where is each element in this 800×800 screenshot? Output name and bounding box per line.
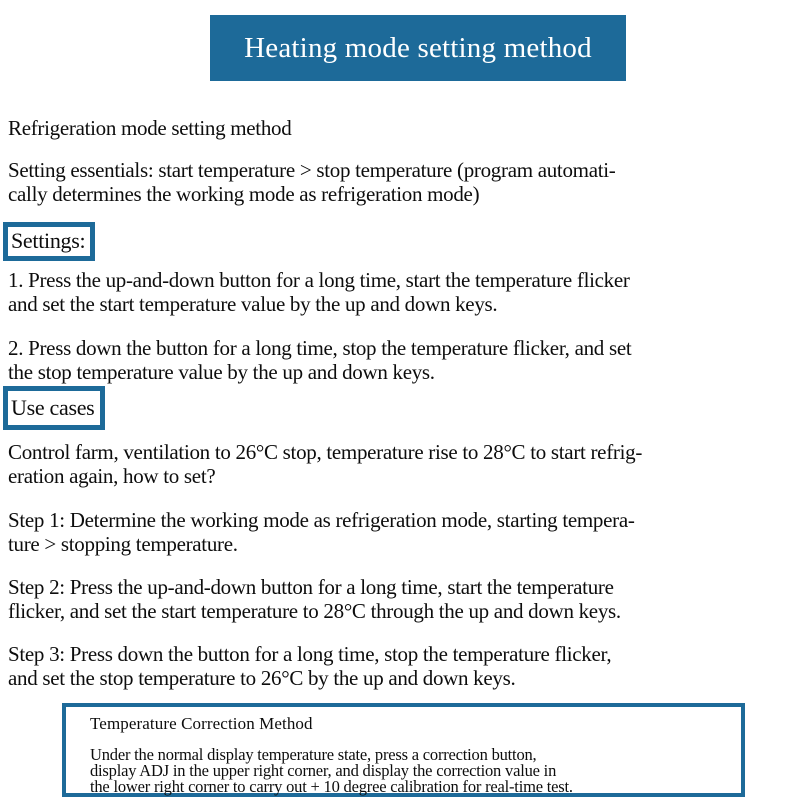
text-line: the stop temperature value by the up and down keys. <box>8 360 435 384</box>
paragraph-refrigeration-heading <box>8 116 291 140</box>
text-line: Step 1: Determine the working mode as refrigeration mode, starting tempera- <box>8 508 635 532</box>
settings-label: Settings: <box>11 228 86 253</box>
paragraph-step-2 <box>8 336 631 384</box>
text-line: and set the stop temperature to 26°C by the up and down keys. <box>8 666 516 690</box>
text-line: Refrigeration mode setting method <box>8 116 292 140</box>
text-line: Step 2: Press the up-and-down button for a long time, start the temperature <box>8 575 614 599</box>
paragraph-use-case-question <box>8 440 642 488</box>
use-cases-label: Use cases <box>11 395 95 420</box>
paragraph-setting-essentials <box>8 158 615 206</box>
paragraph-case-step-3 <box>8 642 611 690</box>
correction-box-body <box>90 747 731 795</box>
paragraph-case-step-2 <box>8 575 621 623</box>
text-line: Control farm, ventilation to 26°C stop, temperature rise to 28°C to start refrig- <box>8 440 643 464</box>
temperature-correction-box <box>62 703 745 797</box>
settings-label-box <box>3 222 95 261</box>
paragraph-case-step-1 <box>8 508 635 556</box>
use-cases-label-box <box>3 386 105 430</box>
text-line: Under the normal display temperature state, press a correction button, <box>90 745 537 764</box>
correction-box-title: Temperature Correction Method <box>90 714 313 733</box>
title-banner <box>210 15 626 81</box>
text-line: the lower right corner to carry out + 10 degree calibration for real-time test. <box>90 777 573 796</box>
text-line: Setting essentials: start temperature > stop temperature (program automati- <box>8 158 616 182</box>
text-line: ture > stopping temperature. <box>8 532 238 556</box>
paragraph-step-1 <box>8 268 630 316</box>
text-line: flicker, and set the start temperature to 28°C through the up and down keys. <box>8 599 621 623</box>
text-line: display ADJ in the upper right corner, and display the correction value in <box>90 761 557 780</box>
page-title: Heating mode setting method <box>244 31 592 64</box>
text-line: 1. Press the up-and-down button for a long time, start the temperature flicker <box>8 268 630 292</box>
text-line: cally determines the working mode as refrigeration mode) <box>8 182 480 206</box>
text-line: Step 3: Press down the button for a long time, stop the temperature flicker, <box>8 642 612 666</box>
text-line: eration again, how to set? <box>8 464 216 488</box>
text-line: 2. Press down the button for a long time, stop the temperature flicker, and set <box>8 336 632 360</box>
text-line: and set the start temperature value by the up and down keys. <box>8 292 498 316</box>
